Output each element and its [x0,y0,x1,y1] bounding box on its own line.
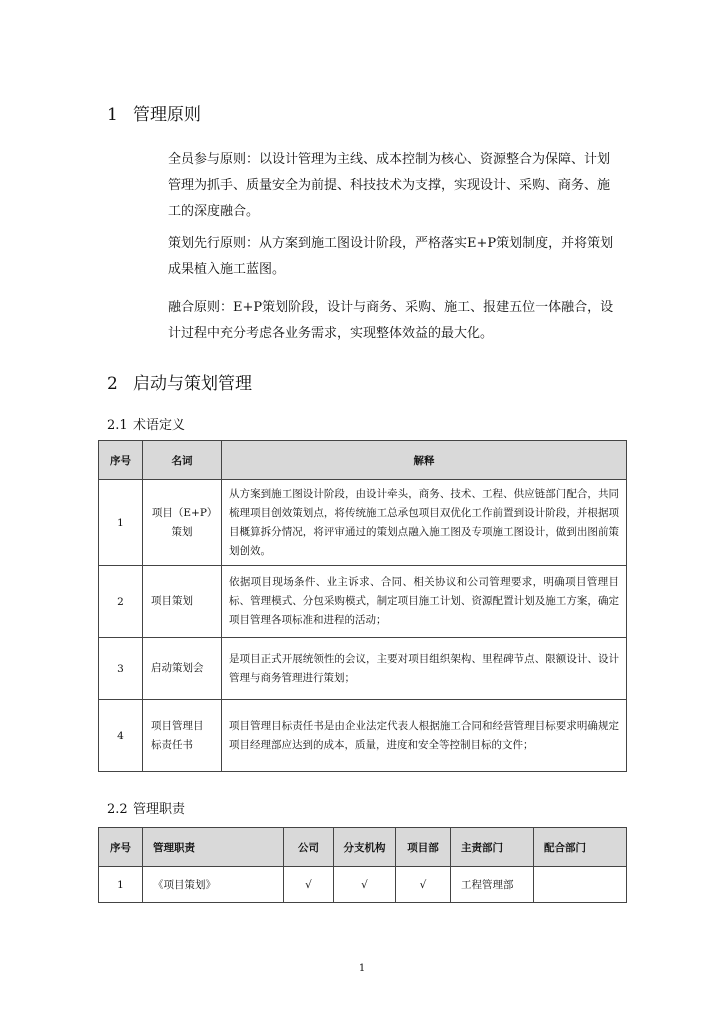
row-number: 1 [99,480,143,566]
subsection-number: 2.1 [107,418,128,433]
table-row [99,867,627,903]
table-header-row [99,441,627,480]
project-check: √ [396,867,451,903]
table-row [99,566,627,638]
term-name: 项目策划 [143,566,222,638]
paragraph: 融合原则：E+P策划阶段，设计与商务、采购、施工、报建五位一体融合，设计过程中充分考虑各业务需求，实现整体效益的最大化。 [168,300,614,341]
column-header: 分支机构 [334,828,396,867]
section-1-body [168,147,618,225]
page-number: 1 [358,963,366,974]
column-header: 管理职责 [143,828,284,867]
section-1-body-2 [168,231,618,283]
section-1-body-3 [168,295,618,347]
table-row [99,638,627,700]
section-2-heading [107,369,252,394]
paragraph: 策划先行原则：从方案到施工图设计阶段，严格落实E+P策划制度，并将策划成果植入施工蓝图。 [168,236,614,277]
section-2-2-heading [107,798,185,817]
table-row [99,480,627,566]
section-2-1-heading [107,414,185,433]
term-definition: 依据项目现场条件、业主诉求、合同、相关协议和公司管理要求，明确项目管理目标、管理模式、分包采购模式，制定项目施工计划、资源配置计划及施工方案，确定项目管理各项标准和进程的活动； [222,566,627,638]
section-number: 2 [107,374,118,394]
paragraph: 全员参与原则：以设计管理为主线、成本控制为核心、资源整合为保障、计划管理为抓手、质量安全为前提、科技技术为支撑，实现设计、采购、商务、施工的深度融合。 [168,152,611,219]
branch-check: √ [334,867,396,903]
term-definition: 从方案到施工图设计阶段，由设计牵头，商务、技术、工程、供应链部门配合，共同梳理项目创效策划点，将传统施工总承包项目双优化工作前置到设计阶段，并根据项目概算拆分情况，将评审通过的策划点融入施工图及专项施工图设计，做到出图前策划创效。 [222,480,627,566]
table-header-row [99,828,627,867]
terms-table [98,440,627,772]
column-header: 配合部门 [534,828,627,867]
column-header: 序号 [99,441,143,480]
section-title: 管理原则 [133,105,201,125]
column-header: 主责部门 [451,828,534,867]
subsection-title: 术语定义 [133,418,186,433]
company-check: √ [284,867,334,903]
term-name: 项目（E+P）策划 [143,480,222,566]
lead-department: 工程管理部 [451,867,534,903]
term-definition: 项目管理目标责任书是由企业法定代表人根据施工合同和经营管理目标要求明确规定项目经理部应达到的成本，质量，进度和安全等控制目标的文件； [222,700,627,772]
term-name: 启动策划会 [143,638,222,700]
row-number: 2 [99,566,143,638]
section-1-heading [107,100,201,125]
table-row [99,700,627,772]
row-number: 1 [99,867,143,903]
duty-name: 《项目策划》 [143,867,284,903]
term-name: 项目管理目标责任书 [143,700,222,772]
column-header: 解释 [222,441,627,480]
section-number: 1 [107,105,118,125]
row-number: 3 [99,638,143,700]
column-header: 序号 [99,828,143,867]
column-header: 名词 [143,441,222,480]
column-header: 公司 [284,828,334,867]
row-number: 4 [99,700,143,772]
responsibility-table [98,827,627,903]
subsection-title: 管理职责 [133,802,186,817]
subsection-number: 2.2 [107,802,128,817]
column-header: 项目部 [396,828,451,867]
term-definition: 是项目正式开展统领性的会议，主要对项目组织架构、里程碑节点、限额设计、设计管理与商务管理进行策划； [222,638,627,700]
support-department [534,867,627,903]
section-title: 启动与策划管理 [133,374,252,394]
